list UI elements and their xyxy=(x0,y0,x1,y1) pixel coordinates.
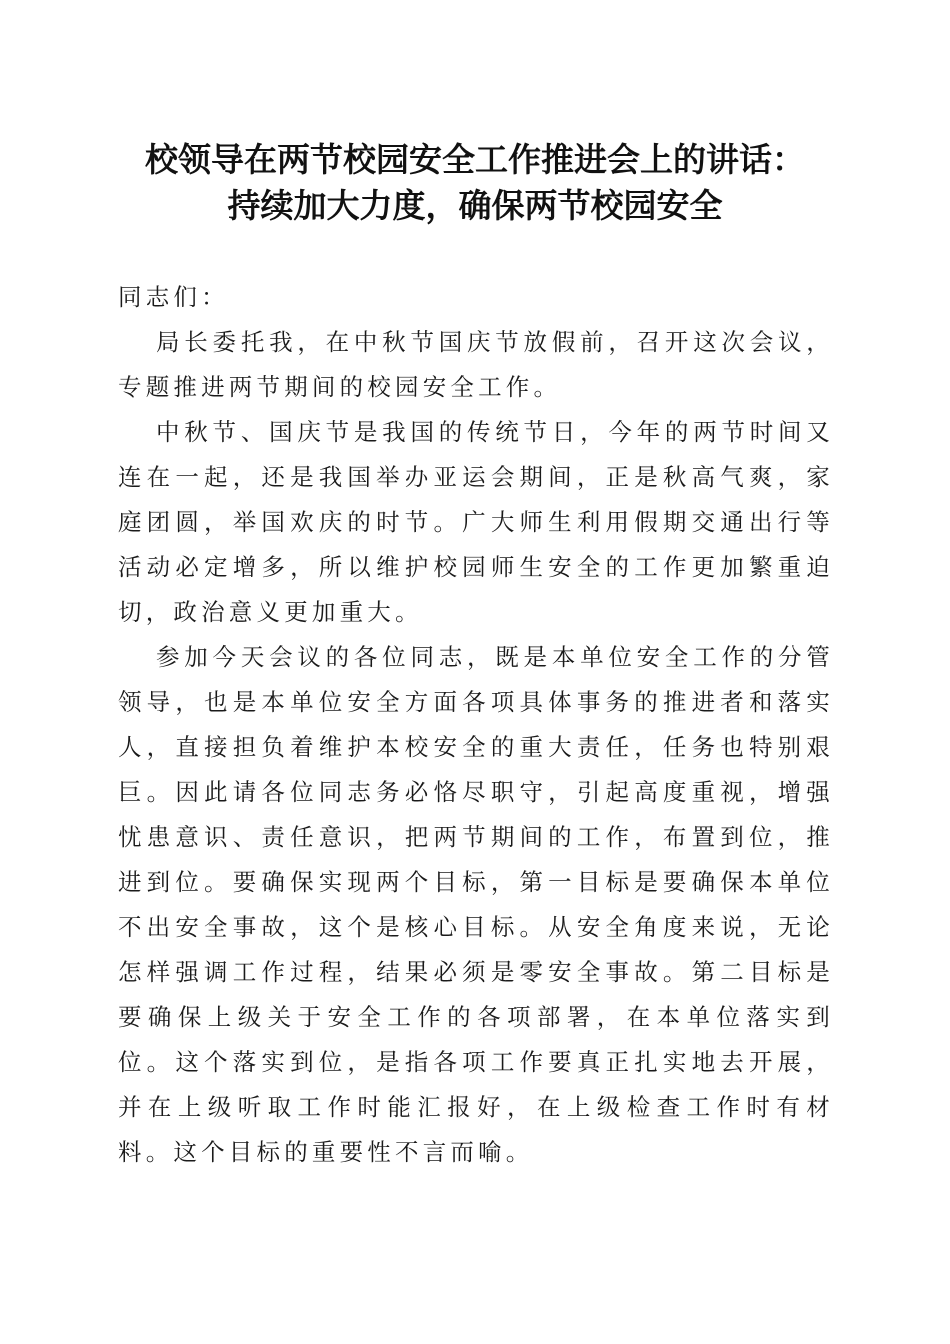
paragraph-2: 中秋节、国庆节是我国的传统节日，今年的两节时间又连在一起，还是我国举办亚运会期间，正是秋高气爽，家庭团圆，举国欢庆的时节。广大师生利用假期交通出行等活动必定增多，所以维护校园师生安全的工作更加繁重迫切，政治意义更加重大。 xyxy=(118,418,834,626)
document-title-line-1: 校领导在两节校园安全工作推进会上的讲话： xyxy=(145,140,805,179)
document-title-line-2: 持续加大力度，确保两节校园安全 xyxy=(227,186,723,225)
salutation: 同志们： xyxy=(118,283,229,311)
document-body xyxy=(118,275,834,1175)
paragraph-1: 局长委托我，在中秋节国庆节放假前，召开这次会议，专题推进两节期间的校园安全工作。 xyxy=(118,328,834,401)
paragraph-3: 参加今天会议的各位同志，既是本单位安全工作的分管领导，也是本单位安全方面各项具体事务的推进者和落实人，直接担负着维护本校安全的重大责任，任务也特别艰巨。因此请各位同志务必恪尽职守，引起高度重视，增强忧患意识、责任意识，把两节期间的工作，布置到位，推进到位。要确保实现两个目标，第一目标是要确保本单位不出安全事故，这个是核心目标。从安全角度来说，无论怎样强调工作过程，结果必须是零安全事故。第二目标是要确保上级关于安全工作的各项部署，在本单位落实到位。这个落实到位，是指各项工作要真正扎实地去开展，并在上级听取工作时能汇报好，在上级检查工作时有材料。这个目标的重要性不言而喻。 xyxy=(118,643,834,1166)
